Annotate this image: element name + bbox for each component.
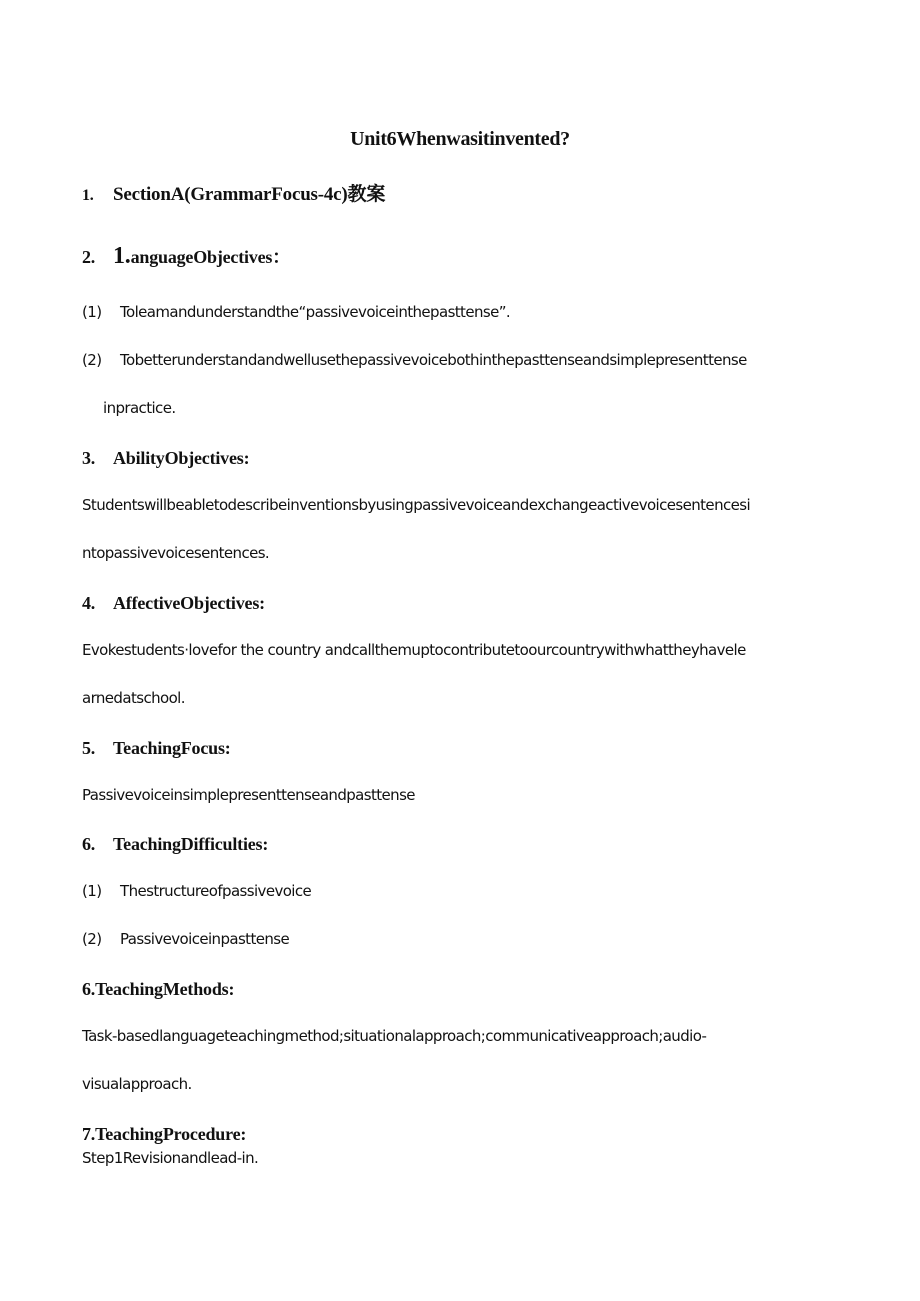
methods-text-line-1: Task-basedlanguageteachingmethod;situationalapproach;communicativeapproach;audio- bbox=[82, 1027, 707, 1045]
section-2-number: 2. bbox=[82, 247, 96, 267]
list-number: (2) bbox=[82, 351, 102, 369]
language-objective-2-continuation: inpractice. bbox=[103, 399, 176, 417]
section-6-title: TeachingDifficulties: bbox=[113, 834, 269, 854]
section-6-heading bbox=[82, 834, 268, 855]
section-1-title: SectionA(GrammarFocus-4c)教案 bbox=[113, 184, 386, 205]
methods-text-line-2: visualapproach. bbox=[82, 1075, 192, 1093]
methods-heading: 6.TeachingMethods: bbox=[82, 979, 235, 999]
list-text: Tobetterunderstandandwellusethepassivevoicebothinthepasttenseandsimplepresenttense bbox=[120, 351, 747, 369]
difficulty-1 bbox=[82, 882, 311, 900]
section-4-number: 4. bbox=[82, 593, 96, 613]
affective-text-line-2: arnedatschool. bbox=[82, 689, 185, 707]
section-3-heading bbox=[82, 448, 249, 469]
section-1-number: 1. bbox=[82, 187, 94, 204]
language-objective-2 bbox=[82, 351, 747, 369]
list-number: (1) bbox=[82, 303, 102, 321]
ability-text-line-1: Studentswillbeabletodescribeinventionsbyusingpassivevoiceandexchangeactivevoicesentencesi bbox=[82, 496, 751, 514]
section-5-number: 5. bbox=[82, 738, 96, 758]
doc-title: Unit6Whenwasitinvented? bbox=[350, 128, 570, 150]
list-text: Passivevoiceinpasttense bbox=[120, 930, 290, 948]
section-5-title: TeachingFocus: bbox=[113, 738, 231, 758]
focus-text: Passivevoiceinsimplepresenttenseandpasttense bbox=[82, 786, 415, 804]
list-number: (2) bbox=[82, 930, 102, 948]
section-2-title: anguageObjectives： bbox=[130, 247, 290, 267]
section-4-title: AffectiveObjectives: bbox=[113, 593, 265, 613]
section-3-title: AbilityObjectives: bbox=[113, 448, 250, 468]
section-5-heading bbox=[82, 738, 231, 759]
section-2-big-numeral: 1. bbox=[113, 243, 131, 269]
section-6-number: 6. bbox=[82, 834, 96, 854]
list-number: (1) bbox=[82, 882, 102, 900]
affective-text-line-1: Evokestudents·lovefor the country andcallthemuptocontributetoourcountrywithwhattheyhavele bbox=[82, 641, 746, 659]
procedure-heading: 7.TeachingProcedure: bbox=[82, 1124, 247, 1144]
ability-text-line-2: ntopassivevoicesentences. bbox=[82, 544, 270, 562]
difficulty-2 bbox=[82, 930, 289, 948]
list-text: Thestructureofpassivevoice bbox=[120, 882, 312, 900]
list-text: Toleamandunderstandthe“passivevoiceinthepasttense”. bbox=[120, 303, 511, 321]
section-2-heading bbox=[82, 243, 290, 270]
section-1-heading bbox=[82, 179, 385, 206]
step-1-text: Step1Revisionandlead-in. bbox=[82, 1149, 259, 1167]
section-3-number: 3. bbox=[82, 448, 96, 468]
section-4-heading bbox=[82, 593, 265, 614]
language-objective-1 bbox=[82, 303, 510, 321]
